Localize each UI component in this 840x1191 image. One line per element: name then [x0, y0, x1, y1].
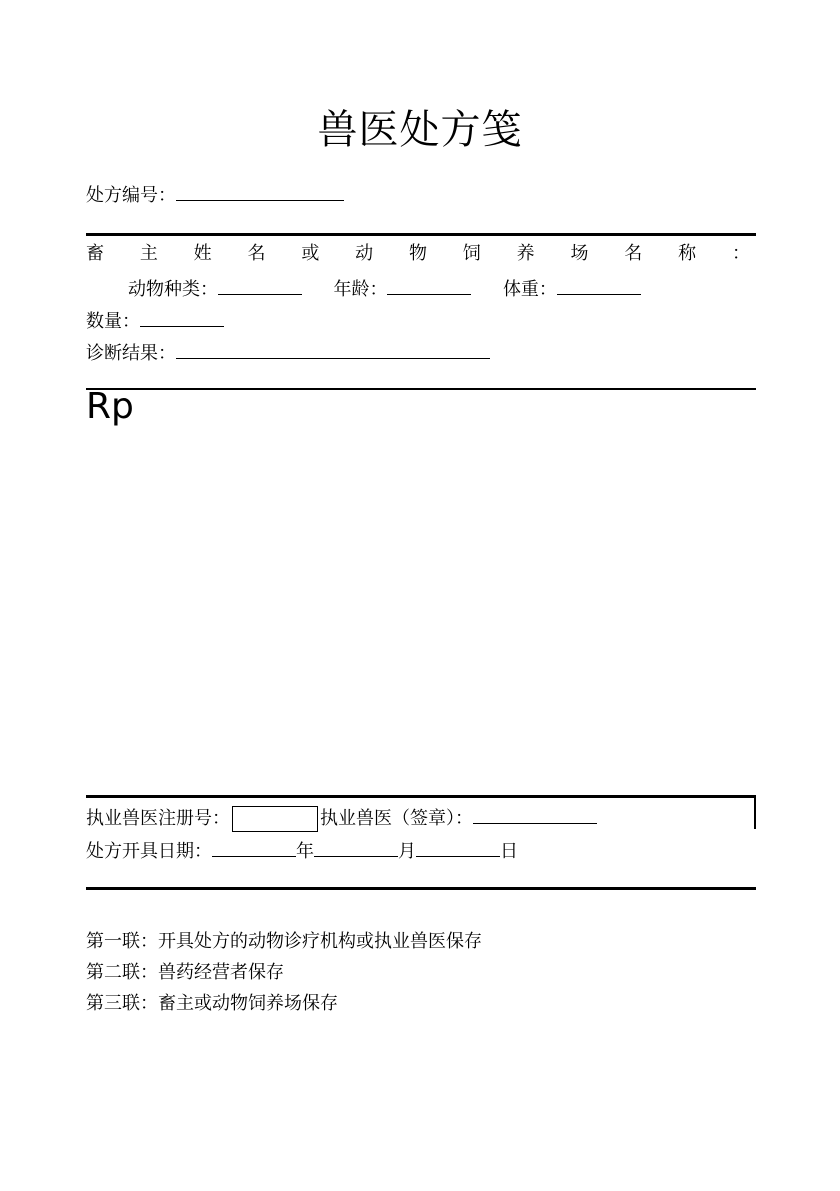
- weight-label: 体重：: [502, 279, 557, 300]
- owner-label-char: 动: [355, 243, 374, 264]
- owner-label-char: 场: [570, 243, 589, 264]
- owner-label-char: 称: [678, 243, 697, 264]
- vet-reg-number-box[interactable]: [232, 806, 318, 832]
- species-field[interactable]: [218, 276, 302, 295]
- species-label: 动物种类：: [128, 279, 218, 300]
- vet-sign-label: 执业兽医（签章）：: [320, 808, 473, 829]
- vet-row-right-border: [754, 795, 756, 829]
- vet-reg-label: 执业兽医注册号：: [86, 808, 230, 829]
- divider-bottom: [86, 887, 756, 890]
- quantity-label: 数量：: [86, 311, 140, 332]
- owner-label-char: 或: [301, 243, 320, 264]
- month-field[interactable]: [314, 838, 398, 857]
- diagnosis-label: 诊断结果：: [86, 343, 176, 364]
- age-label: 年龄：: [333, 279, 388, 300]
- owner-name-row: [86, 242, 750, 266]
- copy-note-2: 第二联：兽药经营者保存: [86, 962, 284, 983]
- date-row: [86, 838, 518, 863]
- month-label: 月: [398, 841, 416, 862]
- page-title: 兽医处方笺: [317, 107, 523, 153]
- owner-label-char: ：: [731, 243, 750, 264]
- quantity-field[interactable]: [140, 308, 224, 327]
- copy-note-3: 第三联：畜主或动物饲养场保存: [86, 993, 338, 1014]
- age-field[interactable]: [387, 276, 471, 295]
- owner-label-char: 名: [624, 243, 643, 264]
- day-field[interactable]: [416, 838, 500, 857]
- diagnosis-field[interactable]: [176, 340, 490, 359]
- copy-note-1: 第一联：开具处方的动物诊疗机构或执业兽医保存: [86, 931, 482, 952]
- owner-label-char: 主: [139, 243, 158, 264]
- year-label: 年: [296, 841, 314, 862]
- owner-label-char: 名: [247, 243, 266, 264]
- owner-label-char: 姓: [193, 243, 212, 264]
- diagnosis-row: [86, 340, 490, 365]
- year-field[interactable]: [212, 838, 296, 857]
- owner-label-char: 畜: [86, 243, 104, 264]
- quantity-row: [86, 308, 224, 333]
- day-label: 日: [500, 841, 518, 862]
- divider-top: [86, 233, 756, 236]
- weight-field[interactable]: [557, 276, 641, 295]
- rx-number-row: [86, 182, 344, 207]
- owner-label-char: 养: [516, 243, 535, 264]
- divider-vet: [86, 795, 756, 798]
- rx-number-field[interactable]: [176, 182, 344, 201]
- vet-sign-field[interactable]: [473, 805, 597, 824]
- rp-label: Rp: [86, 386, 134, 427]
- date-label: 处方开具日期：: [86, 841, 212, 862]
- owner-label-char: 饲: [462, 243, 481, 264]
- vet-row: [86, 805, 597, 832]
- owner-label-char: 物: [408, 243, 427, 264]
- rx-number-label: 处方编号：: [86, 185, 176, 206]
- animal-info-row: [128, 276, 641, 301]
- divider-rp: [86, 388, 756, 390]
